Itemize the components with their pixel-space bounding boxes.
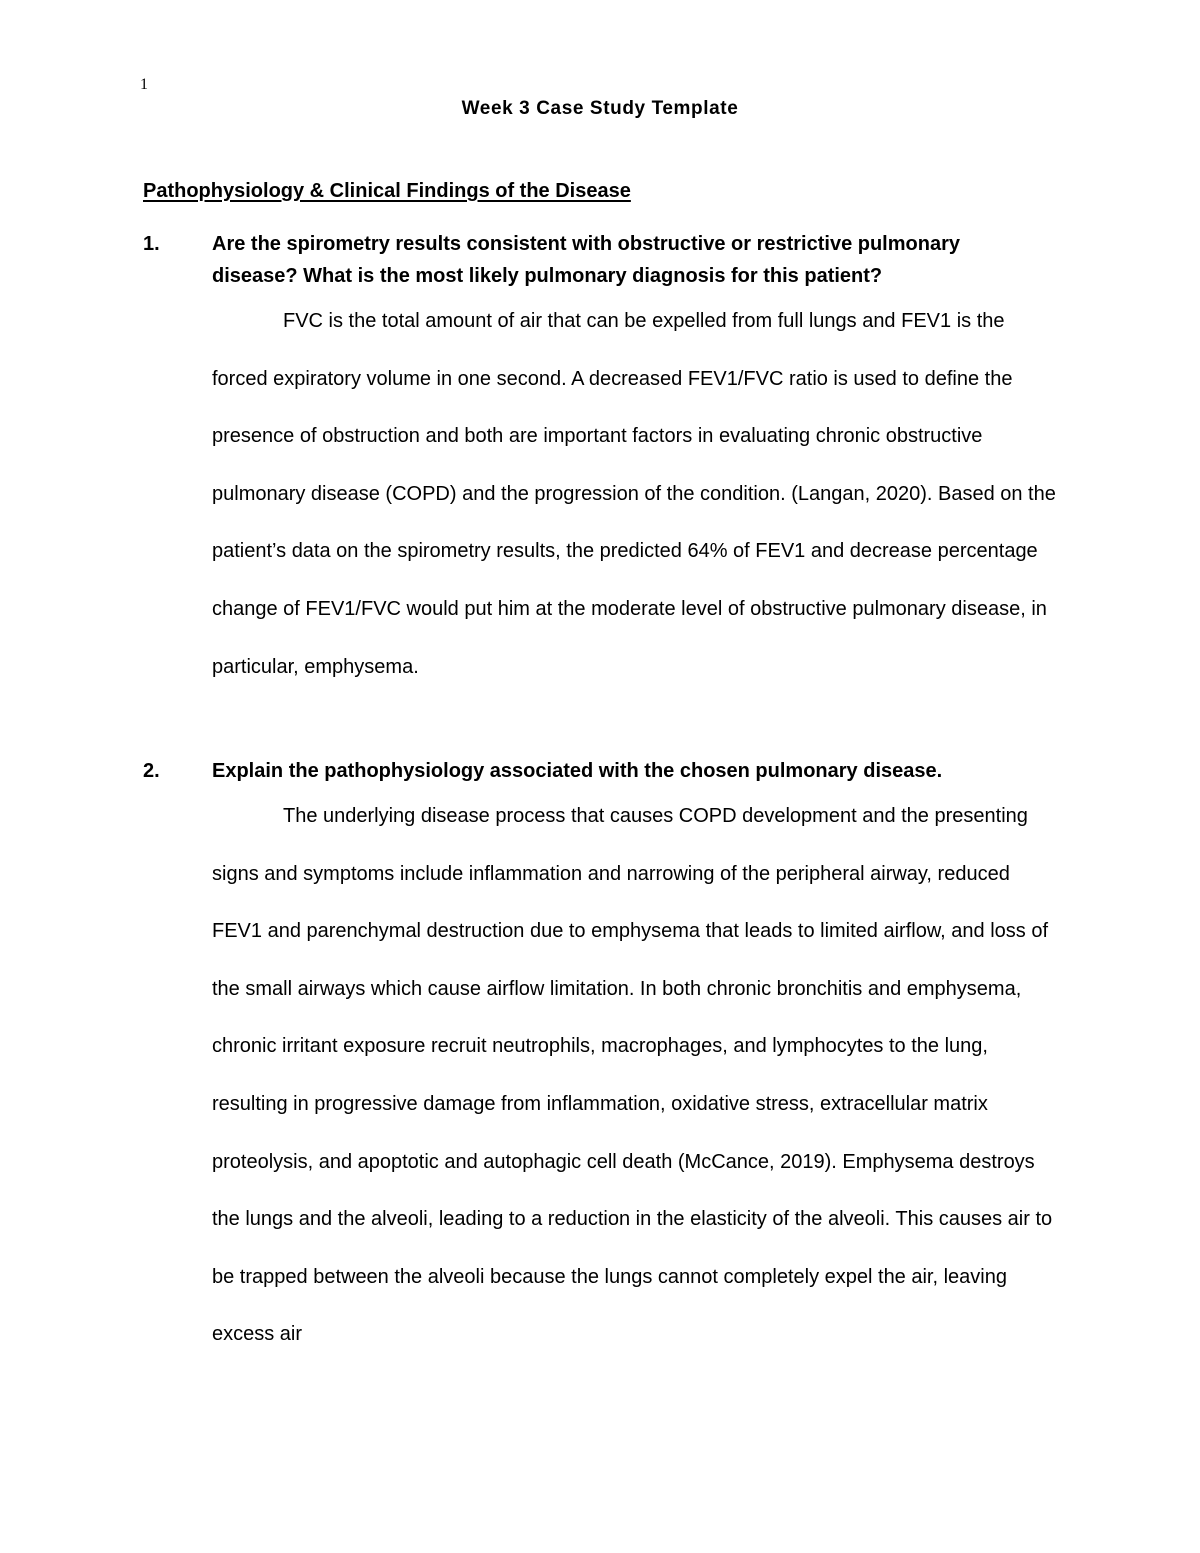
question-1: [143, 228, 1043, 292]
page-number: 1: [140, 76, 148, 93]
answer-2: [212, 788, 1060, 1364]
question-2-text: Explain the pathophysiology associated with the chosen pulmonary disease.: [212, 760, 943, 782]
document-title: Week 3 Case Study Template: [461, 98, 739, 119]
answer-1-paragraph: FVC is the total amount of air that can be expelled from full lungs and FEV1 is the forced expiratory volume in one second. A decreased FEV1/FVC ratio is used to define the presence of obstruction and both are important factors in evaluating chronic obstructive pulmonary disease (COPD) and the progression of the condition. (Langan, 2020). Based on the patient’s data on the spirometry results, the predicted 64% of FEV1 and decrease percentage change of FEV1/FVC would put him at the moderate level of obstructive pulmonary disease, in particular, emphysema.: [212, 310, 1056, 678]
question-1-text: Are the spirometry results consistent with obstructive or restrictive pulmonary disease? What is the most likely pulmonary diagnosis for this patient?: [212, 233, 960, 287]
section-heading: Pathophysiology & Clinical Findings of the Disease: [143, 180, 631, 202]
question-2-number: 2.: [143, 760, 160, 782]
answer-1: [212, 293, 1060, 696]
question-2: [143, 755, 1043, 787]
answer-2-paragraph: The underlying disease process that causes COPD development and the presenting signs and symptoms include inflammation and narrowing of the peripheral airway, reduced FEV1 and parenchymal destruction due to emphysema that leads to limited airflow, and loss of the small airways which cause airflow limitation. In both chronic bronchitis and emphysema, chronic irritant exposure recruit neutrophils, macrophages, and lymphocytes to the lung, resulting in progressive damage from inflammation, oxidative stress, extracellular matrix proteolysis, and apoptotic and autophagic cell death (McCance, 2019). Emphysema destroys the lungs and the alveoli, leading to a reduction in the elasticity of the alveoli. This causes air to be trapped between the alveoli because the lungs cannot completely expel the air, leaving excess air: [212, 805, 1053, 1346]
question-1-number: 1.: [143, 233, 160, 255]
